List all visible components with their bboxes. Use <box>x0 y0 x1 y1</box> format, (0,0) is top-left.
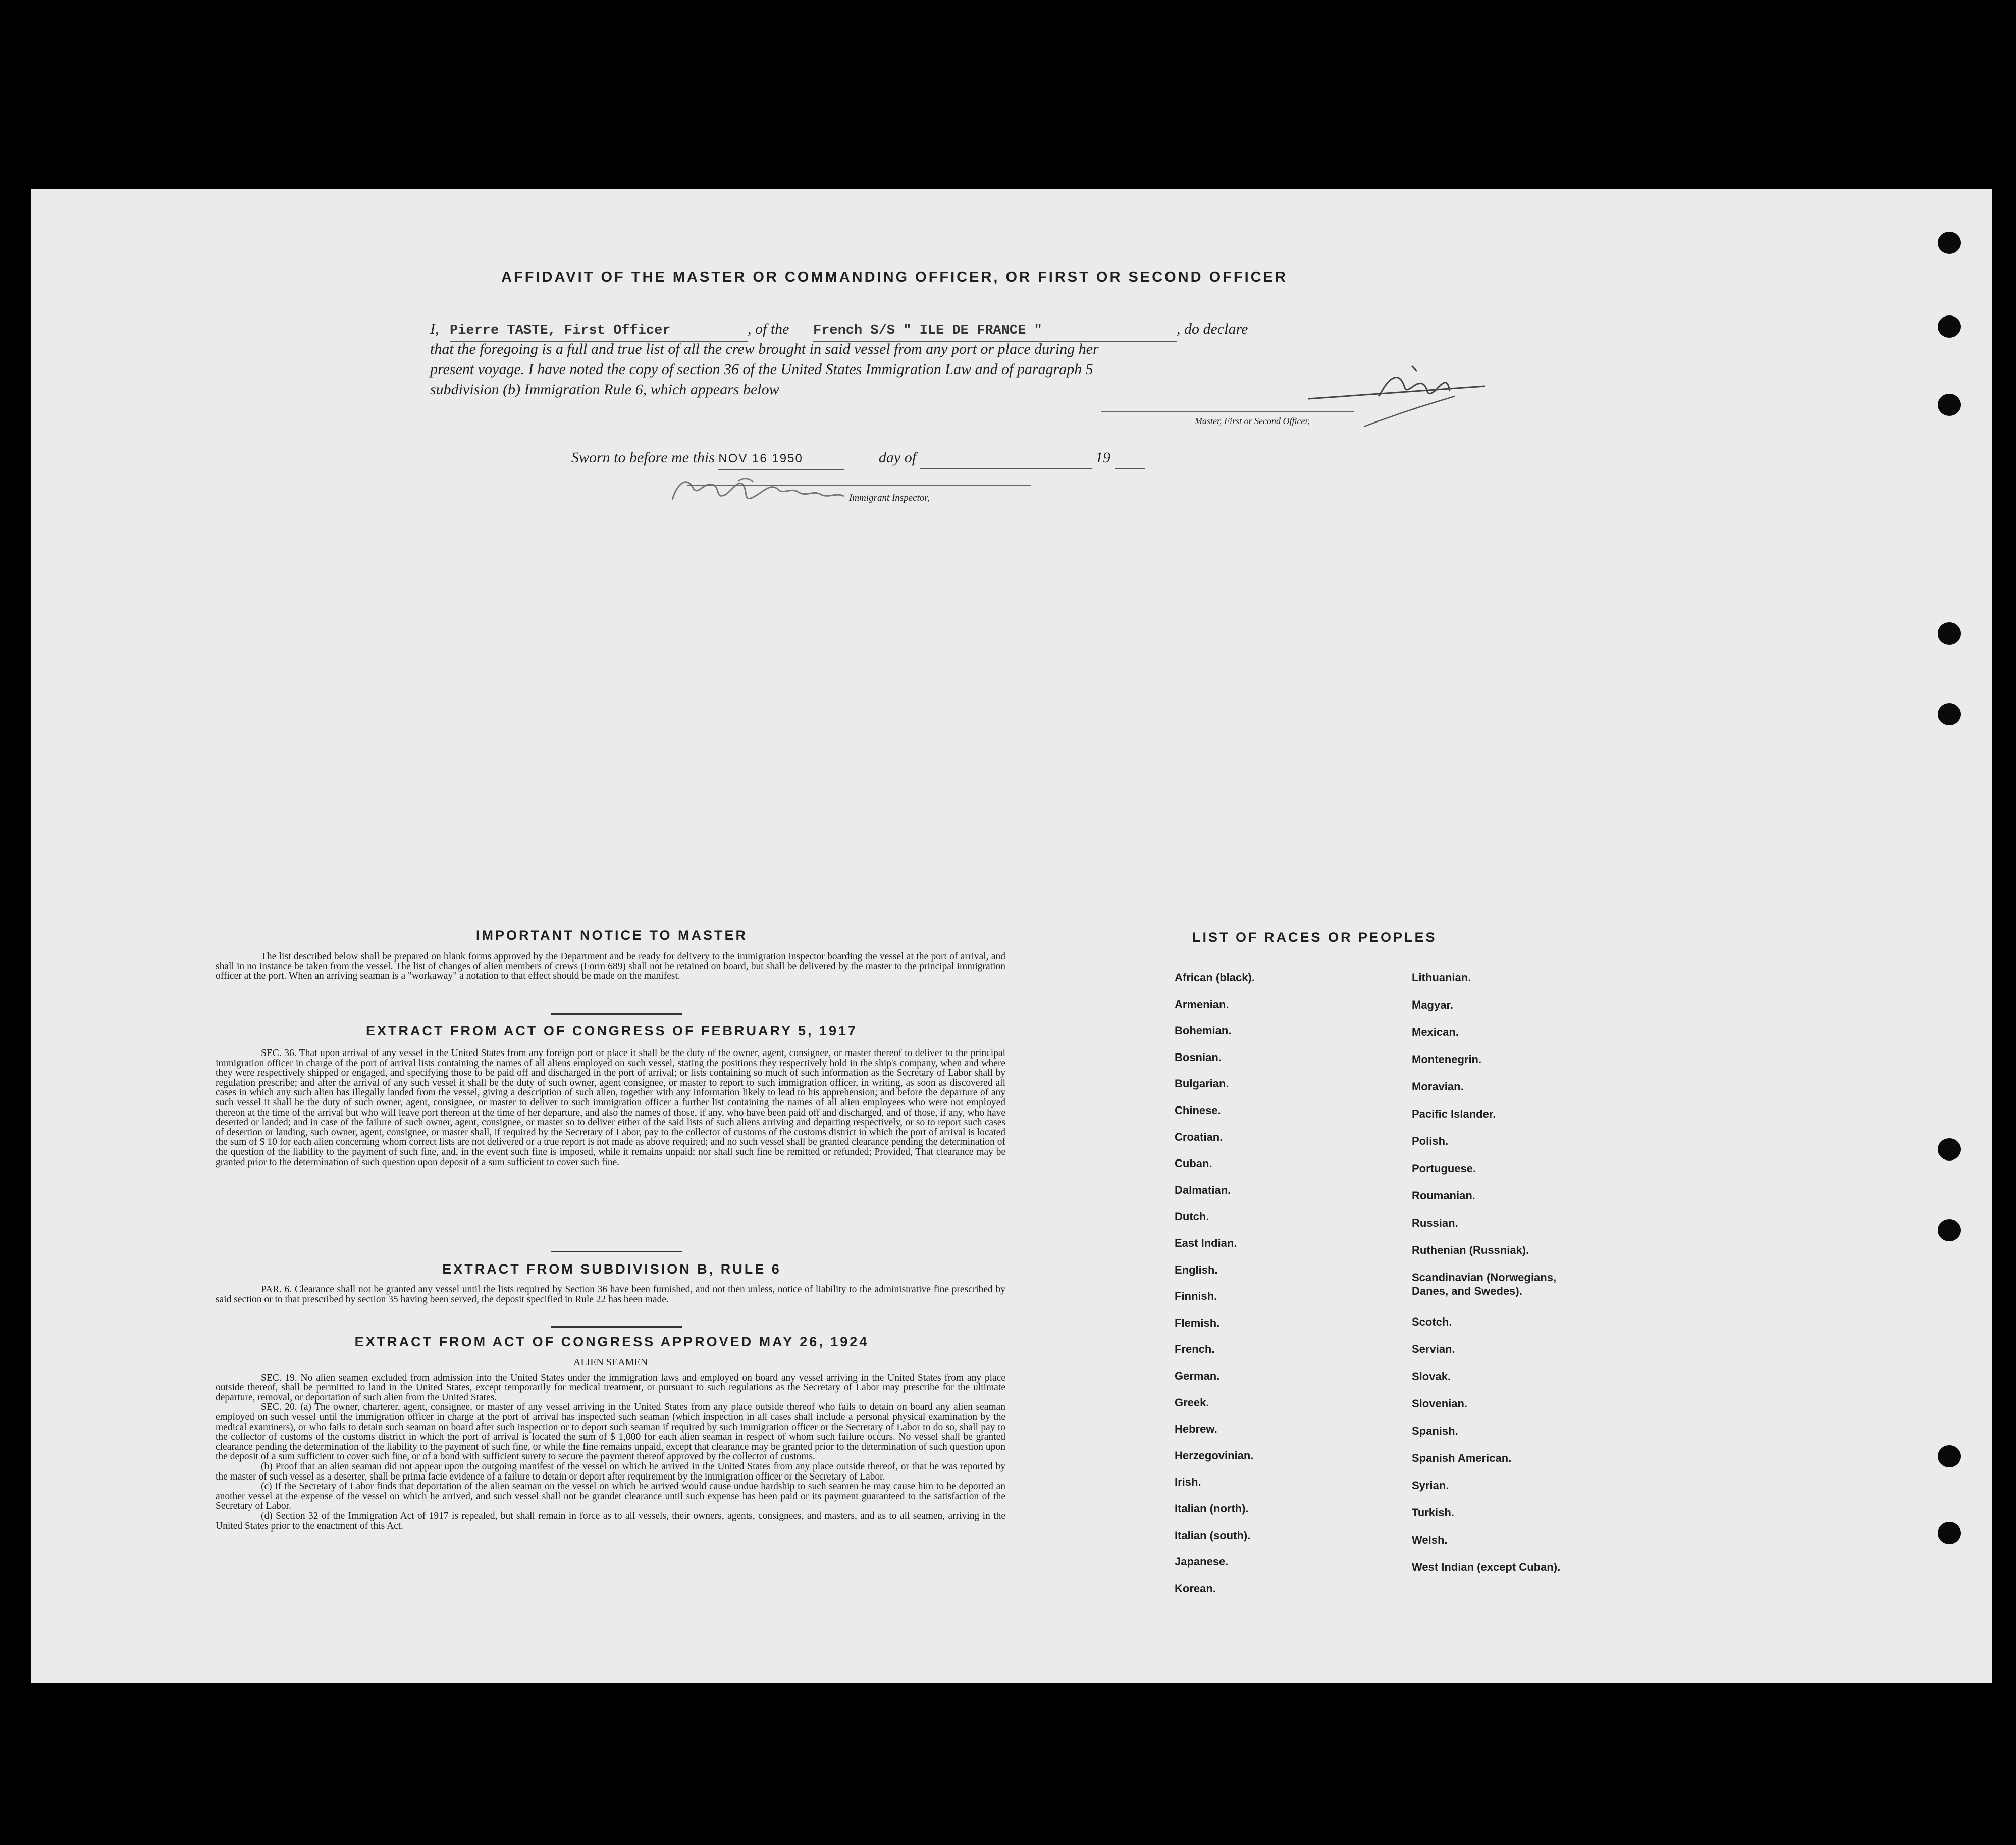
race-list-item: Flemish. <box>1175 1316 1220 1329</box>
year-blank <box>1115 448 1145 469</box>
race-list-item: Greek. <box>1175 1396 1209 1409</box>
binder-hole <box>1938 1445 1961 1467</box>
race-list-item: Hebrew. <box>1175 1422 1217 1436</box>
sworn-date: NOV 16 1950 <box>718 449 844 470</box>
rule6-title: EXTRACT FROM SUBDIVISION B, RULE 6 <box>442 1261 781 1277</box>
race-list-item: French. <box>1175 1343 1215 1356</box>
divider-rule <box>551 1013 682 1015</box>
officer-signature-line <box>1101 411 1354 412</box>
race-list-item: Scandinavian (Norwegians, Danes, and Swedes). <box>1412 1271 1557 1297</box>
race-list-item: Welsh. <box>1412 1534 1448 1546</box>
notice-body-block <box>216 952 1005 981</box>
binder-hole <box>1938 1219 1961 1241</box>
race-list-item: Spanish. <box>1412 1425 1458 1437</box>
race-list-item: Dutch. <box>1175 1210 1209 1223</box>
race-list-item: Pacific Islander. <box>1412 1108 1496 1120</box>
race-list-item: Spanish American. <box>1412 1452 1512 1464</box>
extract-1924-sec20d: (d) Section 32 of the Immigration Act of 1917 is repealed, but shall remain in force as to all vessels, their owners, agents, consignees, and masters, and as to all seamen, arriving in the United States prior to the enactment of this Act. <box>216 1510 1005 1532</box>
affidavit-title: AFFIDAVIT OF THE MASTER OR COMMANDING OFFICER, OR FIRST OR SECOND OFFICER <box>501 269 1288 285</box>
race-list-item: Japanese. <box>1175 1555 1229 1568</box>
month-blank <box>920 448 1092 469</box>
extract-1924-block <box>216 1358 1005 1531</box>
race-list-item: Polish. <box>1412 1135 1449 1147</box>
race-list-item: Ruthenian (Russniak). <box>1412 1244 1529 1256</box>
races-left-column <box>1175 971 1387 1595</box>
extract-1924-sec20c: (c) If the Secretary of Labor finds that deportation of the alien seaman on the vessel on which he arrived would cause undue hardship to such seamen he may cause him to be deported an another vessel at the expense of the vessel on which he arrived, and such vessel shall not be grandet clearance until such expense has been paid or its payment guaranteed to the satisfaction of the Secretary of Labor. <box>216 1481 1005 1512</box>
race-list-item: Portuguese. <box>1412 1162 1476 1175</box>
race-list-item: Lithuanian. <box>1412 971 1471 984</box>
race-list-item: Montenegrin. <box>1412 1053 1482 1066</box>
race-list-item: Croatian. <box>1175 1130 1223 1143</box>
race-list-item: Cuban. <box>1175 1157 1212 1170</box>
extract-1924-sec19: SEC. 19. No alien seamen excluded from admission into the United States under the immigration laws and employed on board any vessel arriving in the United States from any place outside thereof, shall be permitted to land in the United States, except temporarily for medical treatment, or pursuant to such regulations as the Secretary of Labor may prescribe for the ultimate departure, removal, or deportation of such alien from the United States. <box>216 1372 1005 1403</box>
race-list-item: Mexican. <box>1412 1026 1459 1038</box>
document-page <box>31 189 1992 1683</box>
race-list-item: Dalmatian. <box>1175 1183 1231 1196</box>
races-right-column <box>1412 971 1594 1573</box>
race-list-item: Armenian. <box>1175 997 1229 1011</box>
race-list-item: Slovenian. <box>1412 1397 1468 1410</box>
race-list-item: Italian (north). <box>1175 1502 1249 1515</box>
race-list-item: Turkish. <box>1412 1506 1454 1519</box>
binder-hole <box>1938 622 1961 645</box>
race-list-item: Bosnian. <box>1175 1050 1222 1064</box>
race-list-item: Russian. <box>1412 1217 1458 1229</box>
rule6-body: PAR. 6. Clearance shall not be granted any vessel until the lists required by Section 36 have been furnished, and not then unless, notice of liability to the administrative fine prescribed by said section or to that prescribed by section 35 having been served, the deposit specified in Rule 22 has been made. <box>216 1284 1005 1305</box>
of-the-text: , of the <box>748 321 789 337</box>
binder-hole <box>1938 315 1961 338</box>
race-list-item: East Indian. <box>1175 1237 1237 1249</box>
officer-signature <box>1303 356 1495 432</box>
extract-1917-title: EXTRACT FROM ACT OF CONGRESS OF FEBRUARY 5, 1917 <box>365 1023 858 1038</box>
inspector-signature <box>662 472 874 507</box>
race-list-item: Roumanian. <box>1412 1189 1475 1202</box>
sworn-prefix: Sworn to before me this <box>571 449 715 466</box>
race-list-item: West Indian (except Cuban). <box>1412 1561 1561 1573</box>
extract-1917-block <box>216 1048 1005 1167</box>
binder-hole <box>1938 232 1961 254</box>
race-list-item: Syrian. <box>1412 1479 1449 1492</box>
affidavit-declaration-line3: present voyage. I have noted the copy of section 36 of the United States Immigration Law and of paragraph 5 <box>430 361 1093 378</box>
vessel-name: French S/S " ILE DE FRANCE " <box>813 321 1177 342</box>
race-list-item: Moravian. <box>1412 1080 1464 1093</box>
race-list-item: Bohemian. <box>1175 1024 1232 1037</box>
race-list-item: German. <box>1175 1369 1220 1382</box>
rule6-block <box>216 1285 1005 1304</box>
notice-title: IMPORTANT NOTICE TO MASTER <box>476 928 748 943</box>
year-prefix: 19 <box>1095 449 1111 466</box>
extract-1924-subtitle: ALIEN SEAMEN <box>573 1357 648 1368</box>
races-title: LIST OF RACES OR PEOPLES <box>1192 930 1437 945</box>
race-list-item: Scotch. <box>1412 1315 1452 1328</box>
sworn-line <box>571 448 1278 470</box>
officer-caption: Master, First or Second Officer, <box>1195 416 1310 426</box>
extract-1917-body: SEC. 36. That upon arrival of any vessel in the United States from any foreign port or place it shall be the duty of the owner, agent, consignee, or master thereof to deliver to the principal immigration officer in charge of the port of arrival lists containing the names of all aliens employed on such vessel, stating the positions they respectively hold in the ship's company, when and where they were respectively shipped or engaged, and specifying those to be paid off and discharged in the port of arrival; or lists containing so much of such information as the Secretary of Labor shall by regulation prescribe; and after the arrival of any such vessel it shall be the duty of such owner, agent consignee, or master to report to such immigration officer, in writing, as soon as discovered all cases in which any such alien has illegally landed from the vessel, giving a description of such alien, together with any information likely to lead to his apprehension; and before the departure of any such vessel it shall be the duty of such owner, agent, consignee, or master to deliver to such immigration officer a further list containing the names of all alien employees who were not employed thereon at the time of the arrival but who will leave port thereon at the time of her departure, and also the names of those, if any, who have been paid off and discharged, and of those, if any, who have deserted or landed; and in case of the failure of such owner, agent, consignee, or master so to deliver either of the said lists of such aliens arriving and departing respectively, or so to report such cases of desertion or landing, such owner, agent, consignee, or master shall, if required by the Secretary of Labor, pay to the collector of customs of the customs district in which the port of arrival is located the sum of $ 10 for each alien concerning whom correct lists are not delivered or a true report is not made as above required; and no such vessel shall be granted clearance pending the determination of the question of the liability to the payment of such fine, and, in the event such fine is imposed, while it remains unpaid; nor shall such fine be remitted or refunded; Provided, That clearance may be granted prior to the determination of such question upon deposit of a sum sufficient to cover such fine. <box>216 1048 1005 1168</box>
divider-rule <box>551 1251 682 1252</box>
race-list-item: Korean. <box>1175 1582 1216 1595</box>
notice-body: The list described below shall be prepared on blank forms approved by the Department and be ready for delivery to the immigration inspector boarding the vessel at the port of arrival, and shall in no instance be taken from the vessel. The list of changes of alien members of crews (Form 689) shall not be retained on board, but shall be delivered by the master to the principal immigration officer at the port. When an arriving seaman is a "workaway" a notation to that effect should be made on the manifest. <box>216 951 1005 982</box>
race-list-item: Herzegovinian. <box>1175 1449 1254 1462</box>
race-list-item: Finnish. <box>1175 1290 1217 1303</box>
i-prefix: I, <box>430 321 439 337</box>
race-list-item: Bulgarian. <box>1175 1077 1229 1090</box>
affidavit-declaration-line4: subdivision (b) Immigration Rule 6, which appears below <box>430 381 779 398</box>
extract-1924-sec20a: SEC. 20. (a) The owner, charterer, agent, consignee, or master of any vessel arriving in the United States from any place outside thereof who fails to detain on board any alien seaman employed on such vessel until the immigration officer in charge at the port of arrival has inspected such seaman (which inspection in all cases shall include a personal physical examination by the medical examiners), or who fails to detain such seaman on board after such inspection or to deport such seaman if required by such immigration officer or the Secretary of Labor to do so, shall pay to the collector of customs of the customs district in which the port of arrival is located the sum of $ 1,000 for each alien seaman in respect of whom such failure occurs. No vessel shall be granted clearance pending the determination of the liability to the payment of such fine, or while the fine remains unpaid, except that clearance may be granted prior to the determination of such question upon the deposit of a sum sufficient to cover such fine, or of a bond with sufficient surety to secure the payment thereof approved by the collector of customs. <box>216 1402 1005 1462</box>
race-list-item: African (black). <box>1175 971 1255 984</box>
race-list-item: Irish. <box>1175 1475 1201 1489</box>
affidavit-declaration-line2: that the foregoing is a full and true list of all the crew brought in said vessel from any port or place during her <box>430 341 1099 357</box>
divider-rule <box>551 1326 682 1328</box>
affidavit-declaration-line1 <box>430 319 1419 342</box>
binder-hole <box>1938 1138 1961 1161</box>
binder-hole <box>1938 703 1961 725</box>
binder-hole <box>1938 1522 1961 1544</box>
day-of-text: day of <box>878 449 917 466</box>
race-list-item: Chinese. <box>1175 1104 1221 1117</box>
race-list-item: Slovak. <box>1412 1370 1451 1383</box>
binder-hole <box>1938 394 1961 416</box>
race-list-item: English. <box>1175 1263 1218 1276</box>
do-declare-text: , do declare <box>1177 321 1248 337</box>
officer-name: Pierre TASTE, First Officer <box>450 321 748 342</box>
race-list-item: Italian (south). <box>1175 1528 1251 1542</box>
race-list-item: Servian. <box>1412 1343 1455 1355</box>
inspector-caption: Immigrant Inspector, <box>849 493 930 503</box>
inspector-signature-line <box>687 485 1031 486</box>
extract-1924-sec20b: (b) Proof that an alien seaman did not appear upon the outgoing manifest of the vessel on which he arrived in the United States from any place outside thereof, or that he was reported by the master of such vessel as a deserter, shall be prima facie evidence of a failure to detain or deport after requirement by the immigration officer or the Secretary of Labor. <box>216 1461 1005 1482</box>
race-list-item: Magyar. <box>1412 998 1453 1011</box>
extract-1924-title: EXTRACT FROM ACT OF CONGRESS APPROVED MAY 26, 1924 <box>354 1334 869 1349</box>
